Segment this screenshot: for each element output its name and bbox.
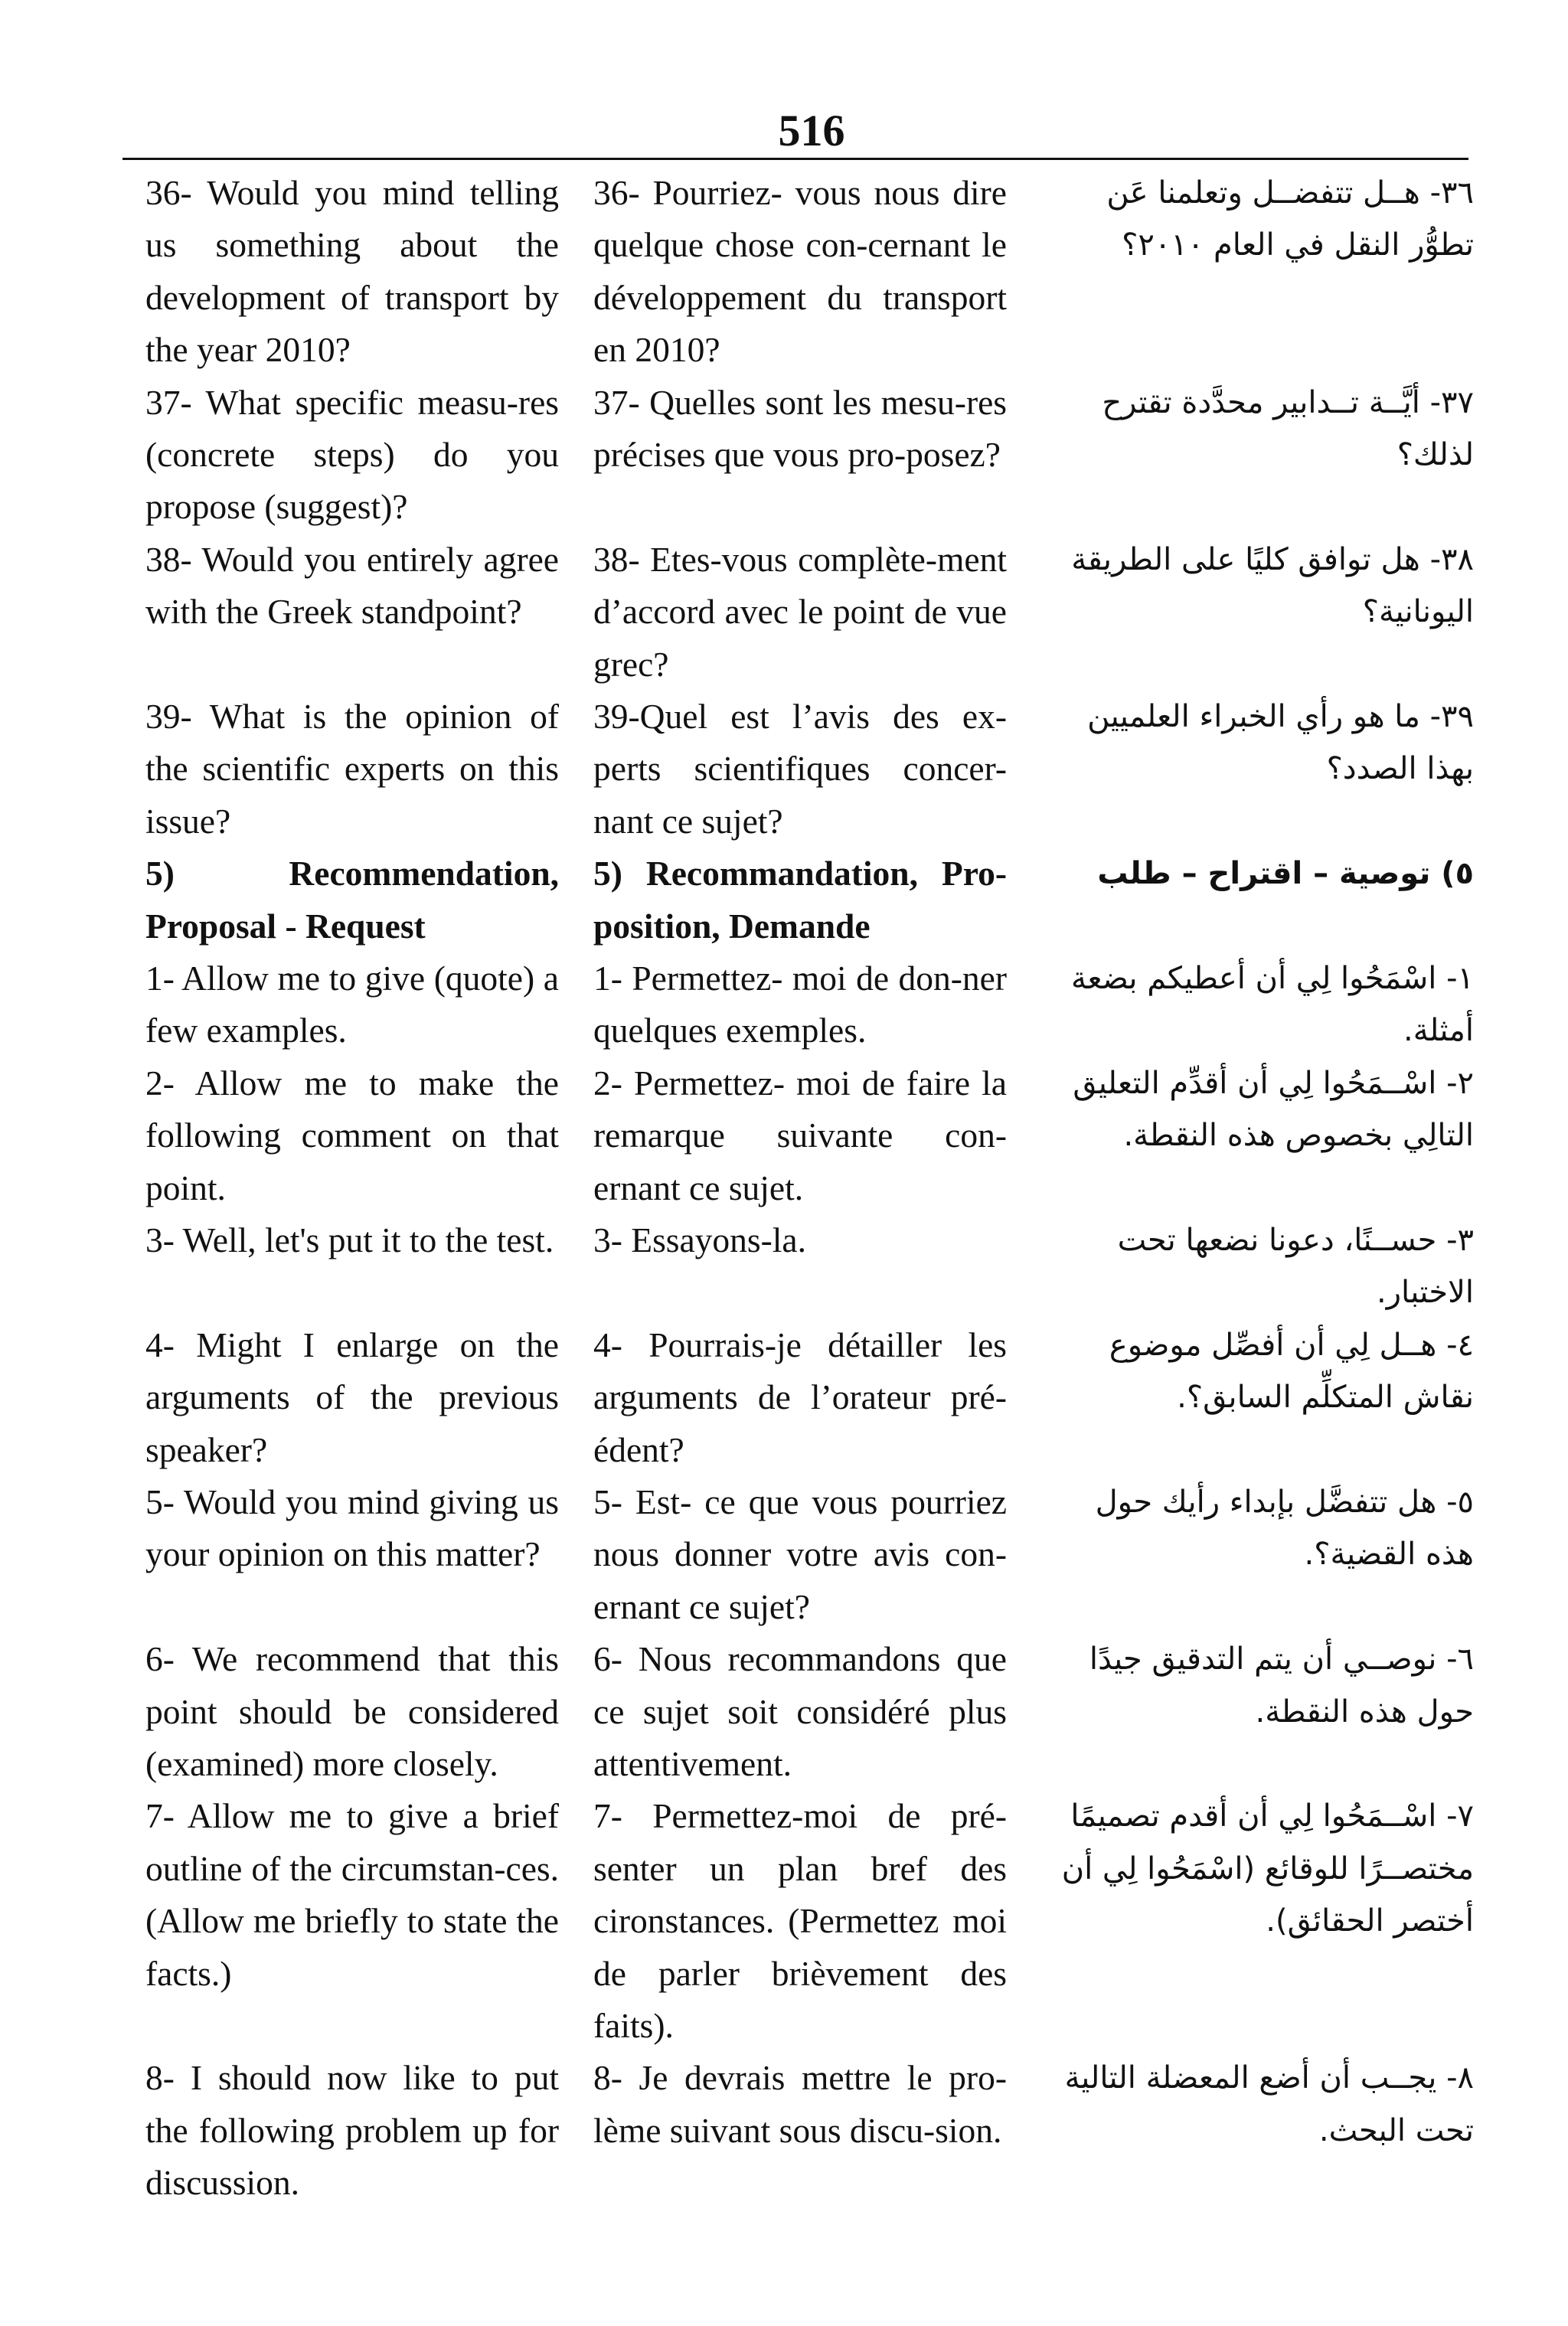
- page-number: 516: [778, 106, 845, 155]
- english-entry-text: 7- Allow me to give a brief outline of the circumstan-ces. (Allow me briefly to state the facts.): [145, 1796, 559, 1993]
- english-entry-text: 4- Might I enlarge on the arguments of the previous speaker?: [145, 1325, 559, 1469]
- french-entry-text: 38- Etes-vous complète-ment d’accord avec le point de vue grec?: [593, 539, 1007, 684]
- french-entry: [593, 2052, 1007, 2209]
- english-entry-text: 1- Allow me to give (quote) a few examples.: [145, 958, 559, 1050]
- english-entry-text: 38- Would you entirely agree with the Greek standpoint?: [145, 539, 559, 632]
- french-entry-text: 7- Permettez-moi de pré-senter un plan bref des cironstances. (Permettez moi de parler brièvement des faits).: [593, 1796, 1007, 2045]
- french-section-heading: [593, 848, 1007, 952]
- arabic-entry: [1037, 1319, 1474, 1476]
- english-entry: [145, 691, 559, 848]
- english-entry: [145, 167, 559, 377]
- french-entry-text: 8- Je devrais mettre le pro-lème suivant sous discu-sion.: [593, 2058, 1007, 2150]
- english-section-heading: [145, 848, 559, 952]
- arabic-entry: [1037, 691, 1474, 848]
- french-entry-text: 5) Recommandation, Pro-position, Demande: [593, 854, 1007, 946]
- english-entry: [145, 377, 559, 534]
- french-entry-text: 1- Permettez- moi de don-ner quelques exemples.: [593, 958, 1007, 1050]
- arabic-section-heading: [1037, 848, 1474, 952]
- french-entry-text: 5- Est- ce que vous pourriez nous donner votre avis con-ernant ce sujet?: [593, 1482, 1007, 1626]
- french-entry: [593, 1476, 1007, 1633]
- french-column: [593, 167, 1007, 2209]
- arabic-entry-text: ٣- حســنًا، دعونا نضعها تحت الاختبار.: [1117, 1222, 1474, 1311]
- arabic-entry: [1037, 534, 1474, 691]
- arabic-entry: [1037, 1214, 1474, 1319]
- french-entry: [593, 952, 1007, 1057]
- french-entry-text: 37- Quelles sont les mesu-res précises que vous pro-posez?: [593, 382, 1007, 474]
- arabic-entry: [1037, 2052, 1474, 2209]
- arabic-entry: [1037, 1057, 1474, 1214]
- french-entry-text: 6- Nous recommandons que ce sujet soit considéré plus attentivement.: [593, 1639, 1007, 1783]
- english-entry-text: 36- Would you mind telling us something about the development of transport by the year 2010?: [145, 173, 559, 370]
- french-entry-text: 36- Pourriez- vous nous dire quelque chose con-cernant le développement du transport en 2010?: [593, 173, 1007, 370]
- english-entry-text: 2- Allow me to make the following comment on that point.: [145, 1063, 559, 1207]
- arabic-entry: [1037, 167, 1474, 377]
- english-column: [145, 167, 559, 2209]
- english-entry: [145, 952, 559, 1057]
- french-entry-text: 2- Permettez- moi de faire la remarque suivante con-ernant ce sujet.: [593, 1063, 1007, 1207]
- english-entry: [145, 1633, 559, 1790]
- arabic-entry-text: ٨- يجــب أن أضع المعضلة التالية تحت البحث.: [1064, 2060, 1474, 2148]
- arabic-entry: [1037, 952, 1474, 1057]
- arabic-entry-text: ٤- هــل لِي أن أفصِّل موضوع نقاش المتكلِّم السابق؟.: [1109, 1327, 1474, 1416]
- french-entry: [593, 167, 1007, 377]
- english-entry-text: 3- Well, let's put it to the test.: [145, 1220, 554, 1259]
- arabic-entry-text: ٣٦- هــل تتفضــل وتعلمنا عَن تطوُّر النقل في العام ٢٠١٠؟: [1106, 175, 1474, 263]
- arabic-entry-text: ٦- نوصــي أن يتم التدقيق جيدًا حول هذه النقطة.: [1089, 1642, 1474, 1730]
- arabic-entry-text: ٢- اسْــمَحُوا لِي أن أقدِّم التعليق التالِي بخصوص هذه النقطة.: [1073, 1065, 1474, 1154]
- english-entry: [145, 1214, 559, 1319]
- arabic-entry: [1037, 1476, 1474, 1633]
- english-entry-text: 6- We recommend that this point should be considered (examined) more closely.: [145, 1639, 559, 1783]
- english-entry-text: 39- What is the opinion of the scientific experts on this issue?: [145, 696, 559, 841]
- arabic-entry-text: ٣٩- ما هو رأي الخبراء العلميين بهذا الصدد؟: [1087, 698, 1474, 787]
- french-entry: [593, 377, 1007, 534]
- header-rule: [122, 158, 1468, 160]
- arabic-column: [1037, 167, 1474, 2209]
- arabic-entry-text: ٣٧- أيَّــة تــدابير محدَّدة تقترح لذلك؟: [1102, 384, 1474, 472]
- french-entry: [593, 1057, 1007, 1214]
- english-entry: [145, 1790, 559, 2052]
- english-entry: [145, 1476, 559, 1633]
- english-entry-text: 8- I should now like to put the following problem up for discussion.: [145, 2058, 559, 2203]
- french-entry: [593, 691, 1007, 848]
- french-entry: [593, 1633, 1007, 1790]
- arabic-entry-text: ٥- هل تتفضَّل بإبداء رأيك حول هذه القضية؟.: [1095, 1484, 1474, 1573]
- french-entry: [593, 534, 1007, 691]
- english-entry: [145, 1319, 559, 1476]
- arabic-entry: [1037, 1633, 1474, 1790]
- arabic-entry-text: ٥) توصية – اقتراح – طلب: [1097, 856, 1474, 892]
- english-entry-text: 37- What specific measu-res (concrete steps) do you propose (suggest)?: [145, 382, 559, 527]
- english-entry: [145, 1057, 559, 1214]
- arabic-entry-text: ٧- اسْــمَحُوا لِي أن أقدم تصميمًا مختصــرًا للوقائع (اسْمَحُوا لِي أن أختصر الحقائق).: [1061, 1798, 1474, 1939]
- french-entry-text: 3- Essayons-la.: [593, 1220, 806, 1259]
- arabic-entry-text: ١- اسْمَحُوا لِي أن أعطيكم بضعة أمثلة.: [1071, 960, 1474, 1049]
- french-entry-text: 39-Quel est l’avis des ex-perts scientifiques concer-nant ce sujet?: [593, 696, 1007, 841]
- french-entry-text: 4- Pourrais-je détailler les arguments de l’orateur pré-édent?: [593, 1325, 1007, 1469]
- french-entry: [593, 1214, 1007, 1319]
- arabic-entry: [1037, 1790, 1474, 2052]
- english-entry: [145, 534, 559, 691]
- english-entry-text: 5- Would you mind giving us your opinion on this matter?: [145, 1482, 559, 1574]
- arabic-entry: [1037, 377, 1474, 534]
- french-entry: [593, 1790, 1007, 2052]
- french-entry: [593, 1319, 1007, 1476]
- english-entry-text: 5) Recommendation, Proposal - Request: [145, 854, 559, 946]
- arabic-entry-text: ٣٨- هل توافق كليًا على الطريقة اليونانية؟: [1071, 541, 1474, 630]
- english-entry: [145, 2052, 559, 2209]
